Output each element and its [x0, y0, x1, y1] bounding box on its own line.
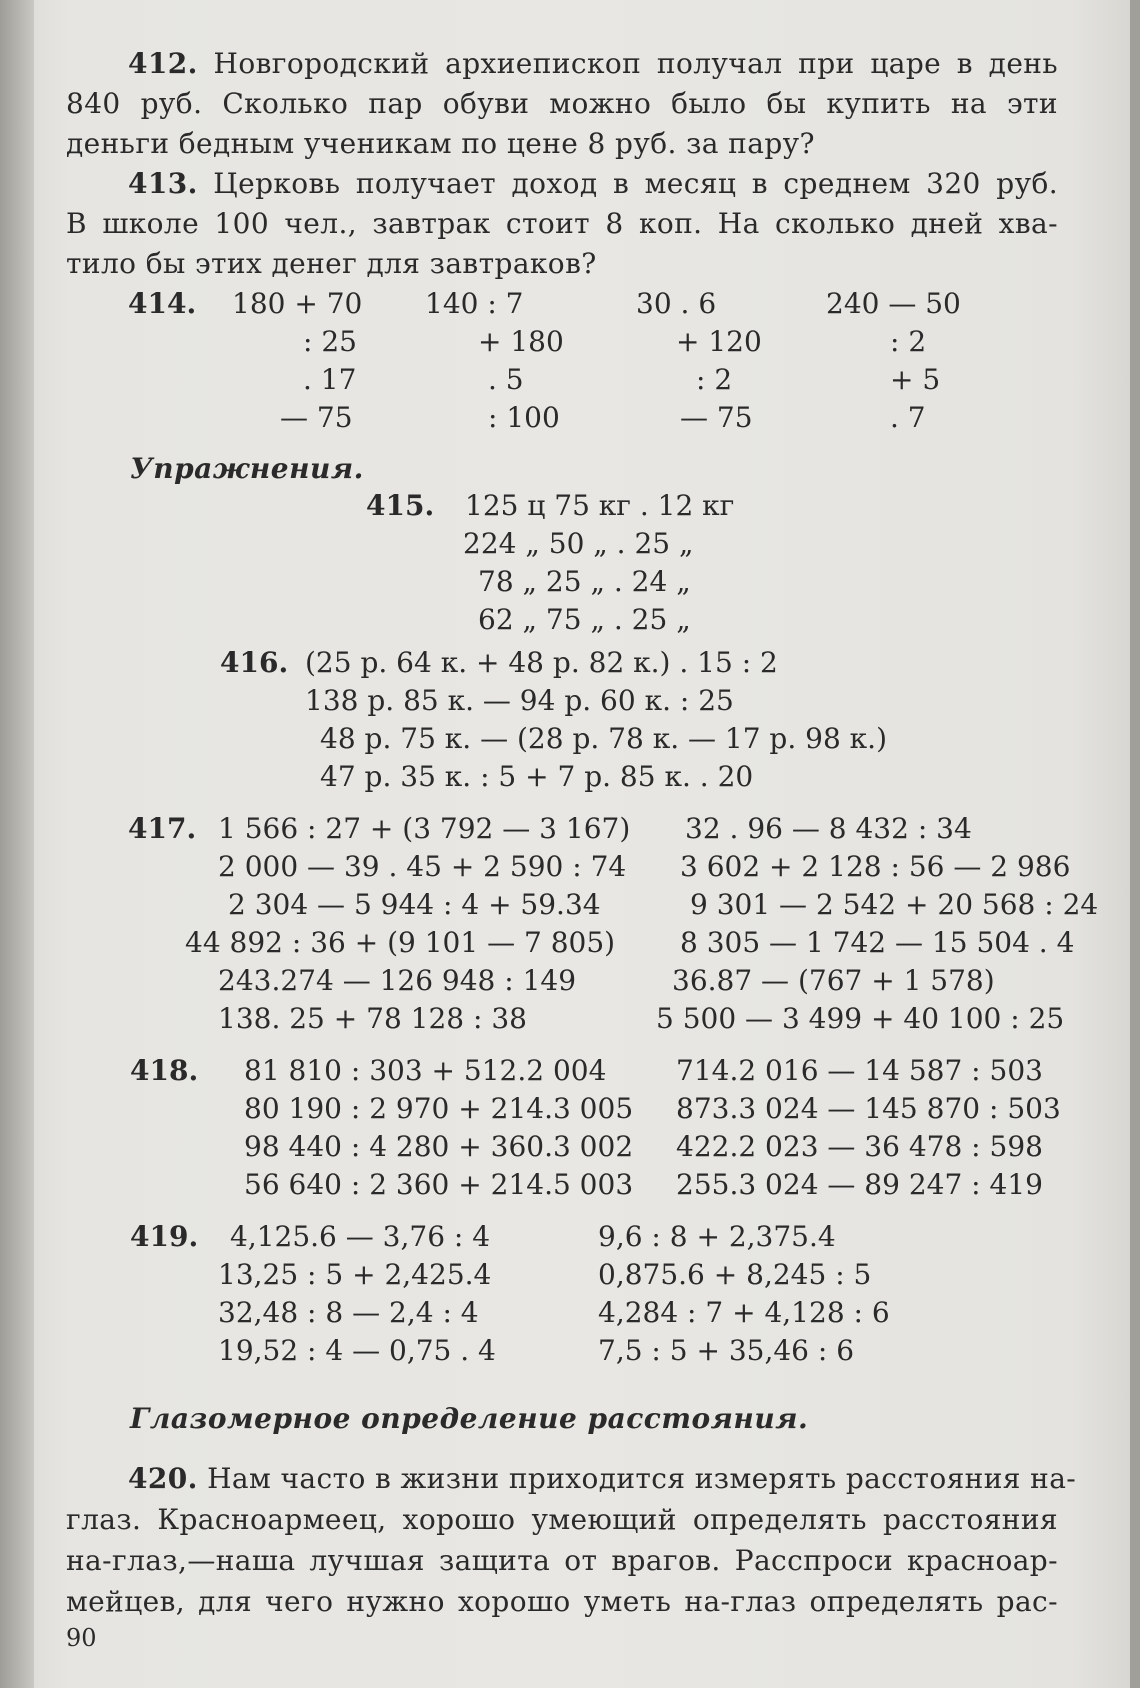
heading-exercises: Упражнения.: [130, 452, 364, 485]
exercise-415-number: 415.: [366, 489, 435, 522]
exercise-416-row3: 48 р. 75 к. — (28 р. 78 к. — 17 р. 98 к.): [320, 722, 887, 755]
exercise-419-left-row1: 4,125.6 — 3,76 : 4: [230, 1220, 491, 1253]
exercise-417-left-row4: 44 892 : 36 + (9 101 — 7 805): [185, 926, 616, 959]
exercise-416-row2: 138 р. 85 к. — 94 р. 60 к. : 25: [305, 684, 734, 717]
exercise-414-col2-row2: + 180: [478, 325, 564, 358]
exercise-415-row2: 224 „ 50 „ . 25 „: [463, 527, 694, 560]
exercise-416-row4: 47 р. 35 к. : 5 + 7 р. 85 к. . 20: [320, 760, 754, 793]
page-edge-right: [1130, 0, 1140, 1688]
exercise-418-right-row1: 714.2 016 — 14 587 : 503: [676, 1054, 1043, 1087]
exercise-419-right-row3: 4,284 : 7 + 4,128 : 6: [598, 1296, 890, 1329]
exercise-414-col4-row2: : 2: [890, 325, 927, 358]
exercise-414-col1-row1: 180 + 70: [232, 287, 363, 320]
problem-420-line-3: на-глаз,—наша лучшая защита от врагов. Расспроси красноар-: [66, 1544, 1058, 1577]
exercise-417-right-row4: 8 305 — 1 742 — 15 504 . 4: [680, 926, 1075, 959]
exercise-418-number: 418.: [130, 1054, 199, 1087]
exercise-419-right-row1: 9,6 : 8 + 2,375.4: [598, 1220, 836, 1253]
page-number: 90: [66, 1624, 97, 1652]
problem-413-number: 413.: [128, 167, 198, 200]
exercise-417-left-row6: 138. 25 + 78 128 : 38: [218, 1002, 527, 1035]
exercise-414-col3-row2: + 120: [676, 325, 762, 358]
exercise-417-right-row6: 5 500 — 3 499 + 40 100 : 25: [656, 1002, 1065, 1035]
exercise-417-left-row5: 243.274 — 126 948 : 149: [218, 964, 577, 997]
exercise-417-left-row1: 1 566 : 27 + (3 792 — 3 167): [218, 812, 631, 845]
exercise-414-number: 414.: [128, 287, 197, 320]
exercise-415-row3: 78 „ 25 „ . 24 „: [478, 565, 691, 598]
exercise-419-left-row4: 19,52 : 4 — 0,75 . 4: [218, 1334, 496, 1367]
exercise-417-right-row3: 9 301 — 2 542 + 20 568 : 24: [690, 888, 1099, 921]
exercise-414-col4-row3: + 5: [890, 363, 941, 396]
exercise-415-row4: 62 „ 75 „ . 25 „: [478, 603, 691, 636]
exercise-418-right-row4: 255.3 024 — 89 247 : 419: [676, 1168, 1043, 1201]
exercise-417-right-row1: 32 . 96 — 8 432 : 34: [685, 812, 972, 845]
exercise-418-left-row1: 81 810 : 303 + 512.2 004: [244, 1054, 607, 1087]
problem-413-line-3: тило бы этих денег для завтраков?: [66, 247, 597, 280]
exercise-416-row1: (25 р. 64 к. + 48 р. 82 к.) . 15 : 2: [305, 646, 778, 679]
exercise-417-right-row5: 36.87 — (767 + 1 578): [672, 964, 995, 997]
exercise-419-left-row2: 13,25 : 5 + 2,425.4: [218, 1258, 492, 1291]
exercise-414-col1-row4: — 75: [280, 401, 353, 434]
exercise-418-left-row2: 80 190 : 2 970 + 214.3 005: [244, 1092, 634, 1125]
exercise-417-left-row3: 2 304 — 5 944 : 4 + 59.34: [228, 888, 601, 921]
exercise-419-right-row2: 0,875.6 + 8,245 : 5: [598, 1258, 872, 1291]
problem-412-number: 412.: [128, 47, 198, 80]
exercise-414-col3-row4: — 75: [680, 401, 753, 434]
problem-413-line-1: 413. Церковь получает доход в месяц в среднем 320 руб.: [128, 167, 1058, 200]
problem-420-number: 420.: [128, 1462, 198, 1495]
exercise-414-col3-row3: : 2: [696, 363, 733, 396]
exercise-417-number: 417.: [128, 812, 197, 845]
problem-412-line-3: деньги бедным ученикам по цене 8 руб. за пару?: [66, 127, 815, 160]
exercise-418-left-row4: 56 640 : 2 360 + 214.5 003: [244, 1168, 634, 1201]
exercise-419-left-row3: 32,48 : 8 — 2,4 : 4: [218, 1296, 479, 1329]
exercise-416-number: 416.: [220, 646, 289, 679]
exercise-419-number: 419.: [130, 1220, 199, 1253]
exercise-418-right-row3: 422.2 023 — 36 478 : 598: [676, 1130, 1043, 1163]
exercise-419-right-row4: 7,5 : 5 + 35,46 : 6: [598, 1334, 855, 1367]
exercise-414-col4-row4: . 7: [890, 401, 926, 434]
problem-413-line-2: В школе 100 чел., завтрак стоит 8 коп. На сколько дней хва-: [66, 207, 1058, 240]
exercise-414-col2-row3: . 5: [488, 363, 524, 396]
problem-412-line-2: 840 руб. Сколько пар обуви можно было бы купить на эти: [66, 87, 1058, 120]
page-edge-left: [0, 0, 34, 1688]
exercise-417-left-row2: 2 000 — 39 . 45 + 2 590 : 74: [218, 850, 627, 883]
exercise-414-col2-row4: : 100: [488, 401, 560, 434]
exercise-415-row1: 125 ц 75 кг . 12 кг: [465, 489, 735, 522]
exercise-417-right-row2: 3 602 + 2 128 : 56 — 2 986: [680, 850, 1071, 883]
exercise-414-col1-row3: . 17: [303, 363, 357, 396]
problem-412-line-1: 412. Новгородский архиепископ получал при царе в день: [128, 47, 1058, 80]
problem-420-line-2: глаз. Красноармеец, хорошо умеющий определять расстояния: [66, 1503, 1058, 1536]
heading-distance-estimation: Глазомерное определение расстояния.: [130, 1402, 809, 1435]
exercise-414-col4-row1: 240 — 50: [826, 287, 961, 320]
exercise-418-right-row2: 873.3 024 — 145 870 : 503: [676, 1092, 1061, 1125]
problem-420-line-4: мейцев, для чего нужно хорошо уметь на-глаз определять рас-: [66, 1585, 1058, 1618]
exercise-414-col2-row1: 140 : 7: [425, 287, 524, 320]
exercise-414-col1-row2: : 25: [303, 325, 357, 358]
problem-420-line-1: 420. Нам часто в жизни приходится измерять расстояния на-: [128, 1462, 1077, 1495]
exercise-414-col3-row1: 30 . 6: [636, 287, 717, 320]
exercise-418-left-row3: 98 440 : 4 280 + 360.3 002: [244, 1130, 634, 1163]
